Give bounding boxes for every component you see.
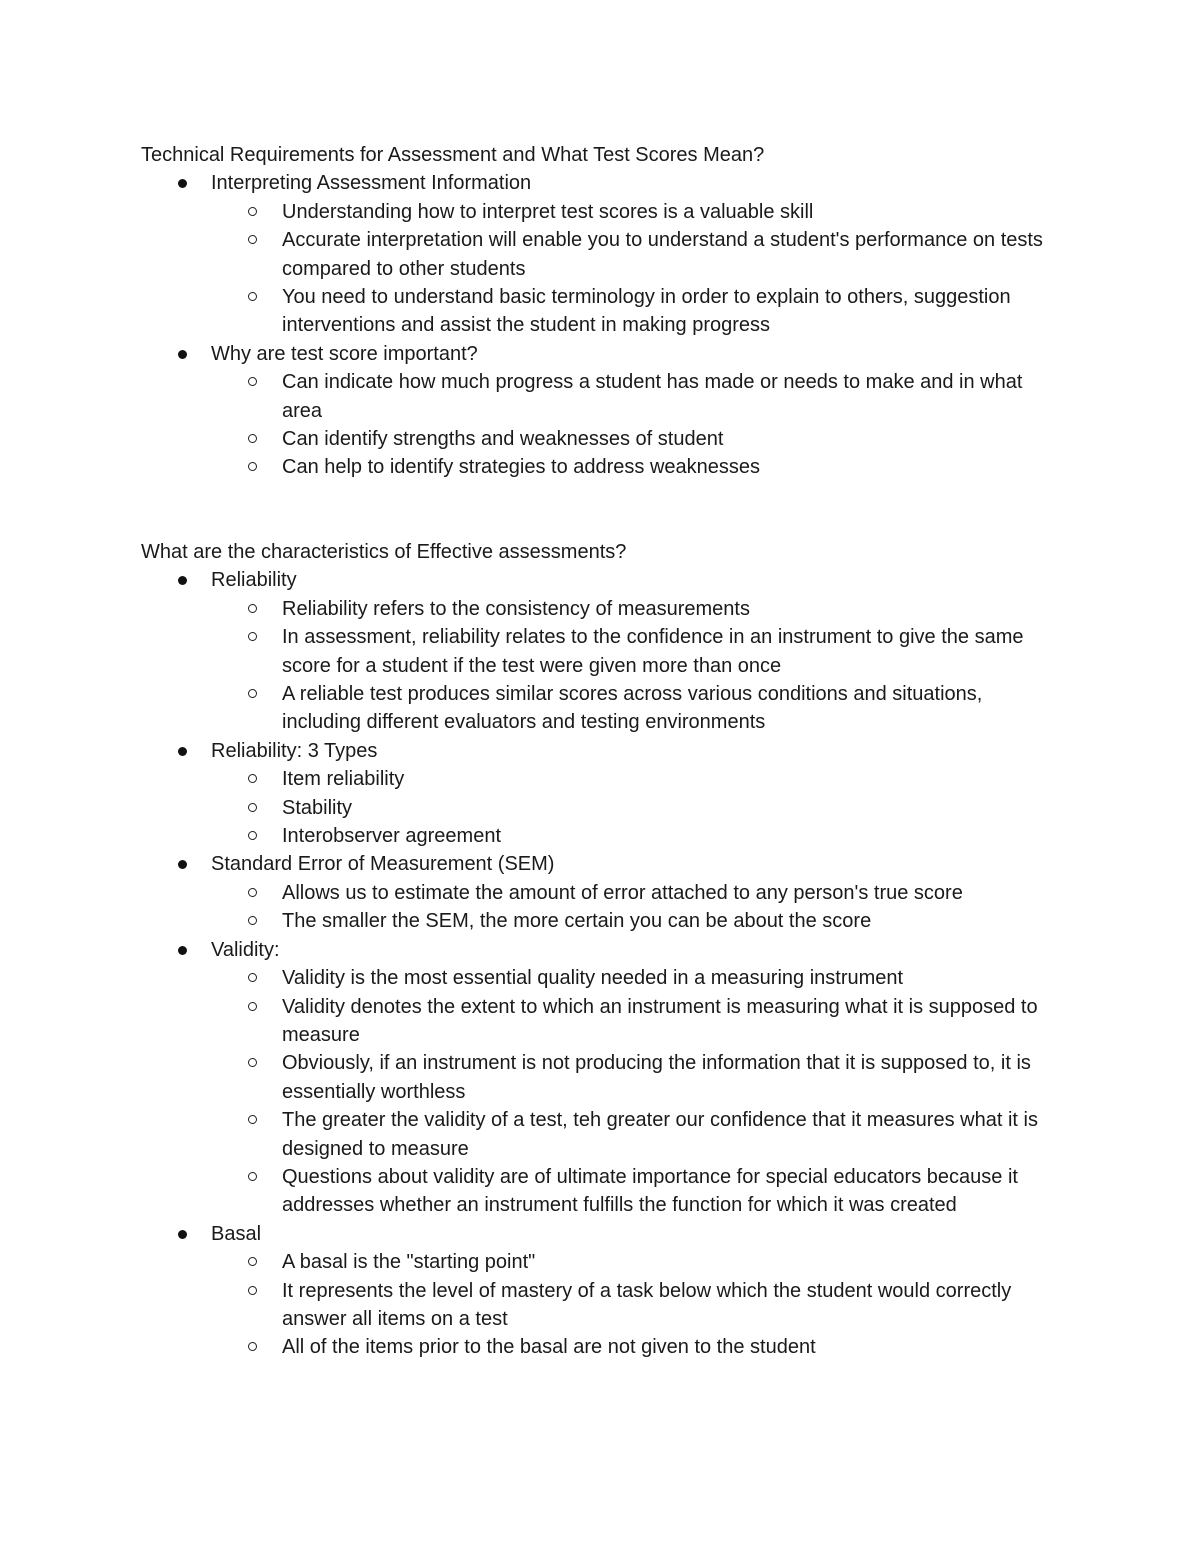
section-heading: Technical Requirements for Assessment and What Test Scores Mean? bbox=[141, 144, 765, 166]
sub-list-item bbox=[211, 1277, 1061, 1334]
section-heading: What are the characteristics of Effective assessments? bbox=[141, 541, 627, 563]
sub-list-item bbox=[211, 794, 1061, 822]
list-item bbox=[141, 936, 1061, 1220]
sub-list-item bbox=[211, 907, 1061, 935]
filled-bullet-icon bbox=[178, 860, 187, 869]
sub-list-item-text: In assessment, reliability relates to the confidence in an instrument to give the same score for a student if the test were given more than once bbox=[282, 626, 1024, 677]
sub-bullet-list bbox=[211, 964, 1061, 1220]
sub-list-item bbox=[211, 1106, 1061, 1163]
sub-list-item bbox=[211, 822, 1061, 850]
sub-list-item-text: Item reliability bbox=[282, 768, 405, 791]
hollow-bullet-icon bbox=[248, 973, 257, 982]
list-item-text: Standard Error of Measurement (SEM) bbox=[211, 853, 555, 876]
hollow-bullet-icon bbox=[248, 888, 257, 897]
sub-list-item-text: Validity denotes the extent to which an instrument is measuring what it is supposed to measure bbox=[282, 995, 1038, 1046]
sub-list-item bbox=[211, 283, 1061, 340]
sub-list-item-text: Allows us to estimate the amount of error attached to any person's true score bbox=[282, 881, 963, 904]
list-item-text: Validity: bbox=[211, 938, 280, 961]
sub-list-item bbox=[211, 623, 1061, 680]
bullet-list bbox=[141, 566, 1061, 1361]
sub-list-item-text: Accurate interpretation will enable you to understand a student's performance on tests compared to other students bbox=[282, 229, 1043, 280]
hollow-bullet-icon bbox=[248, 462, 257, 471]
filled-bullet-icon bbox=[178, 1230, 187, 1239]
sub-list-item bbox=[211, 198, 1061, 226]
sub-list-item-text: Can identify strengths and weaknesses of student bbox=[282, 428, 724, 451]
sub-list-item-text: Can indicate how much progress a student has made or needs to make and in what area bbox=[282, 371, 1023, 422]
bullet-list bbox=[141, 169, 1061, 481]
sub-list-item-text: You need to understand basic terminology in order to explain to others, suggestion interventions and assist the student in making progress bbox=[282, 286, 1011, 337]
hollow-bullet-icon bbox=[248, 1115, 257, 1124]
hollow-bullet-icon bbox=[248, 1342, 257, 1351]
sub-list-item bbox=[211, 1333, 1061, 1361]
sub-list-item bbox=[211, 765, 1061, 793]
sub-list-item bbox=[211, 680, 1061, 737]
sub-list-item bbox=[211, 595, 1061, 623]
list-item-text: Basal bbox=[211, 1222, 262, 1245]
sub-list-item bbox=[211, 1248, 1061, 1276]
sub-list-item-text: Obviously, if an instrument is not producing the information that it is supposed to, it is essentially worthless bbox=[282, 1052, 1031, 1103]
list-item bbox=[141, 340, 1061, 482]
sub-list-item-text: The smaller the SEM, the more certain you can be about the score bbox=[282, 910, 872, 933]
filled-bullet-icon bbox=[178, 946, 187, 955]
sub-list-item bbox=[211, 993, 1061, 1050]
sub-list-item-text: Understanding how to interpret test scores is a valuable skill bbox=[282, 200, 814, 223]
sub-list-item bbox=[211, 1163, 1061, 1220]
list-item bbox=[141, 737, 1061, 851]
sub-bullet-list bbox=[211, 765, 1061, 850]
sub-list-item bbox=[211, 453, 1061, 481]
list-item-text: Reliability: 3 Types bbox=[211, 739, 378, 762]
sub-list-item-text: A reliable test produces similar scores across various conditions and situations, including different evaluators and testing environments bbox=[282, 683, 983, 734]
hollow-bullet-icon bbox=[248, 434, 257, 443]
hollow-bullet-icon bbox=[248, 292, 257, 301]
filled-bullet-icon bbox=[178, 576, 187, 585]
hollow-bullet-icon bbox=[248, 604, 257, 613]
filled-bullet-icon bbox=[178, 350, 187, 359]
sub-list-item-text: All of the items prior to the basal are not given to the student bbox=[282, 1336, 816, 1359]
hollow-bullet-icon bbox=[248, 1002, 257, 1011]
sub-list-item-text: It represents the level of mastery of a task below which the student would correctly answer all items on a test bbox=[282, 1279, 1012, 1330]
sub-bullet-list bbox=[211, 368, 1061, 482]
hollow-bullet-icon bbox=[248, 632, 257, 641]
sub-bullet-list bbox=[211, 595, 1061, 737]
hollow-bullet-icon bbox=[248, 803, 257, 812]
sub-list-item bbox=[211, 425, 1061, 453]
sub-list-item-text: Validity is the most essential quality needed in a measuring instrument bbox=[282, 967, 904, 990]
list-item bbox=[141, 566, 1061, 736]
sub-list-item-text: Interobserver agreement bbox=[282, 825, 502, 848]
sub-list-item bbox=[211, 226, 1061, 283]
list-item bbox=[141, 850, 1061, 935]
hollow-bullet-icon bbox=[248, 207, 257, 216]
hollow-bullet-icon bbox=[248, 1172, 257, 1181]
hollow-bullet-icon bbox=[248, 916, 257, 925]
sub-bullet-list bbox=[211, 879, 1061, 936]
sub-list-item bbox=[211, 879, 1061, 907]
hollow-bullet-icon bbox=[248, 689, 257, 698]
section-effective-assessments bbox=[141, 538, 1061, 1362]
sub-list-item-text: Can help to identify strategies to address weaknesses bbox=[282, 456, 761, 479]
hollow-bullet-icon bbox=[248, 377, 257, 386]
hollow-bullet-icon bbox=[248, 774, 257, 783]
list-item bbox=[141, 1220, 1061, 1362]
sub-list-item bbox=[211, 1049, 1061, 1106]
sub-list-item-text: Reliability refers to the consistency of measurements bbox=[282, 597, 750, 620]
sub-bullet-list bbox=[211, 198, 1061, 340]
hollow-bullet-icon bbox=[248, 831, 257, 840]
sub-list-item bbox=[211, 964, 1061, 992]
section-technical-requirements bbox=[141, 141, 1061, 482]
filled-bullet-icon bbox=[178, 747, 187, 756]
sub-list-item-text: The greater the validity of a test, teh greater our confidence that it measures what it is designed to measure bbox=[282, 1109, 1038, 1160]
filled-bullet-icon bbox=[178, 179, 187, 188]
sub-bullet-list bbox=[211, 1248, 1061, 1362]
sub-list-item-text: A basal is the "starting point" bbox=[282, 1251, 536, 1274]
hollow-bullet-icon bbox=[248, 235, 257, 244]
sub-list-item bbox=[211, 368, 1061, 425]
list-item-text: Interpreting Assessment Information bbox=[211, 172, 532, 195]
sub-list-item-text: Stability bbox=[282, 796, 353, 819]
list-item-text: Reliability bbox=[211, 569, 297, 592]
hollow-bullet-icon bbox=[248, 1257, 257, 1266]
list-item-text: Why are test score important? bbox=[211, 342, 478, 365]
hollow-bullet-icon bbox=[248, 1286, 257, 1295]
sub-list-item-text: Questions about validity are of ultimate importance for special educators because it addresses whether an instrument fulfills the function for which it was created bbox=[282, 1165, 1018, 1217]
hollow-bullet-icon bbox=[248, 1058, 257, 1067]
list-item bbox=[141, 169, 1061, 339]
